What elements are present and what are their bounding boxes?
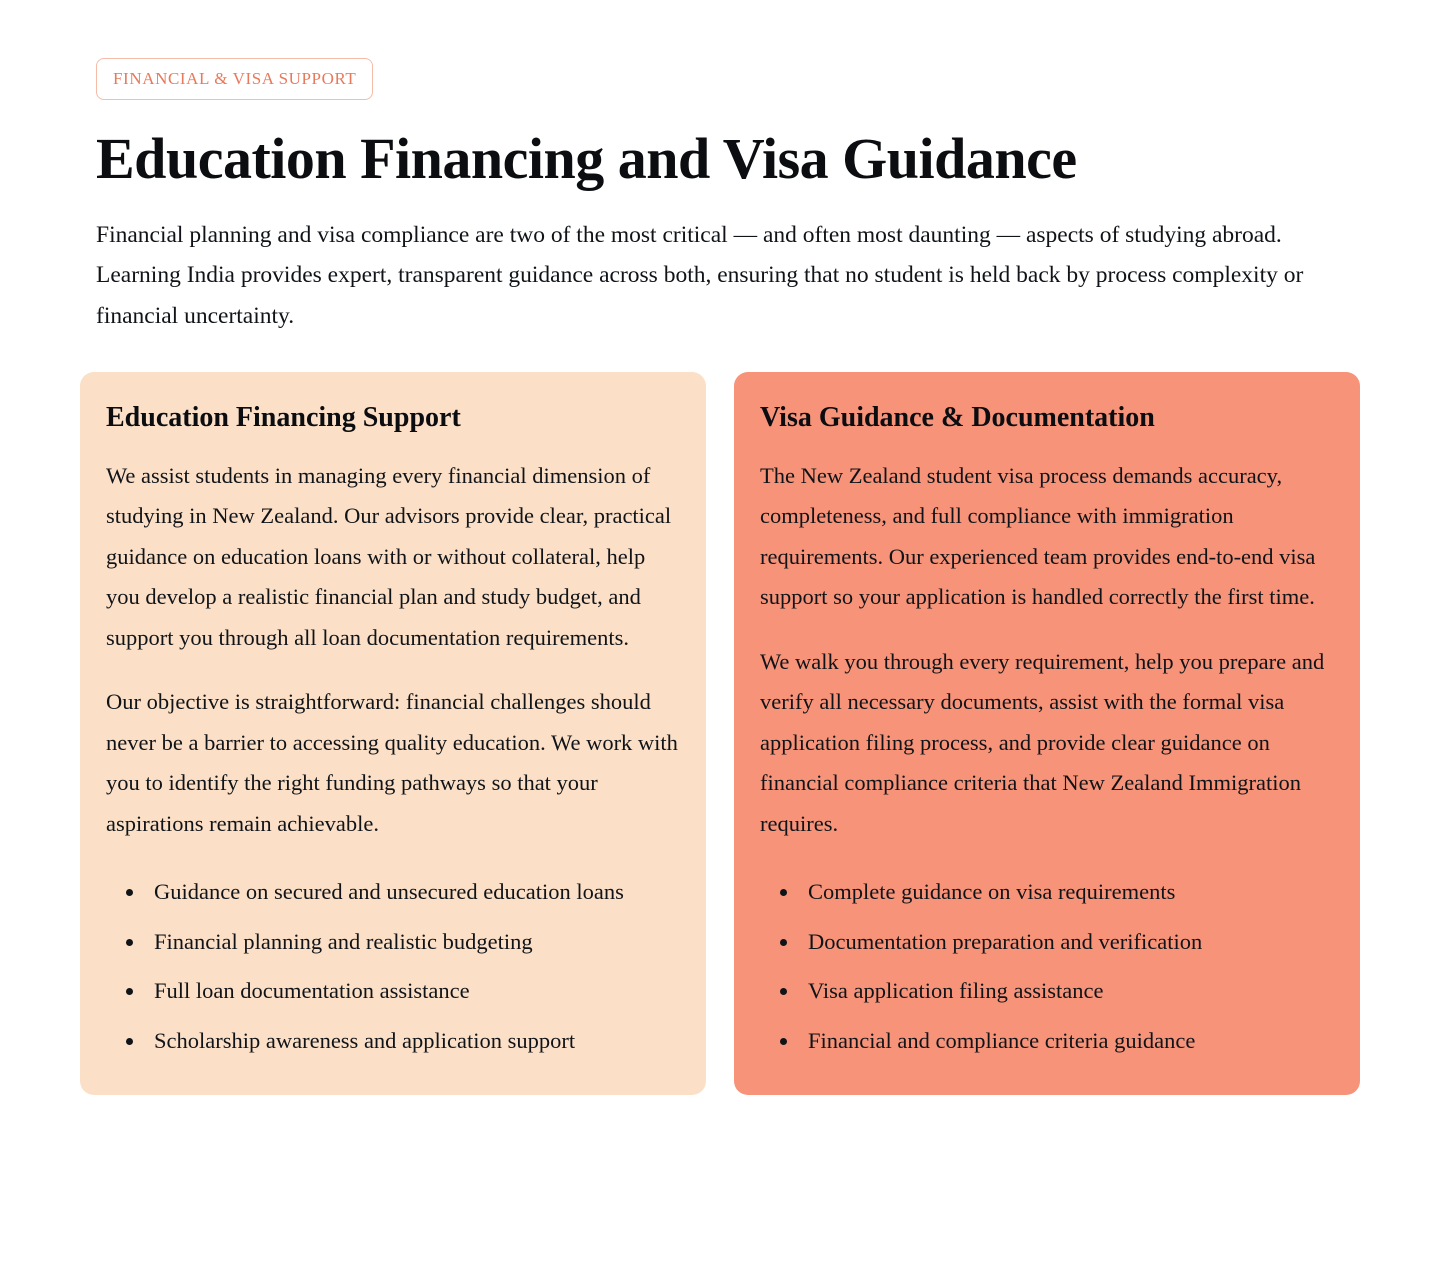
page-title: Education Financing and Visa Guidance <box>96 126 1077 191</box>
financing-card <box>80 372 706 1096</box>
visa-bullet-list <box>760 872 1334 1061</box>
list-item: • Documentation preparation and verification <box>800 922 1334 963</box>
cards-row <box>80 372 1360 1096</box>
list-item: • Full loan documentation assistance <box>146 971 680 1012</box>
list-item: • Complete guidance on visa requirements <box>800 872 1334 913</box>
financing-bullet-list <box>106 872 680 1061</box>
visa-paragraph-2: We walk you through every requirement, help you prepare and verify all necessary documents, assist with the formal visa application filing process, and provide clear guidance on financial compliance criteria that New Zealand Immigration requires. <box>760 648 1325 836</box>
visa-paragraph-1: The New Zealand student visa process demands accuracy, completeness, and full compliance with immigration requirements. Our experienced team provides end-to-end visa support so your application is handled correctly the first time. <box>760 462 1316 610</box>
list-item: • Scholarship awareness and application support <box>146 1021 680 1062</box>
visa-card <box>734 372 1360 1096</box>
header-section <box>80 58 1360 336</box>
financing-card-title: Education Financing Support <box>106 401 461 433</box>
intro-paragraph: Financial planning and visa compliance are two of the most critical — and often most daunting — aspects of studying abroad. Learning India provides expert, transparent guidance across both, ensuring that no student is held back by process complexity or financial uncertainty. <box>96 221 1304 329</box>
list-item: • Visa application filing assistance <box>800 971 1334 1012</box>
list-item: • Financial and compliance criteria guidance <box>800 1021 1334 1062</box>
list-item: • Guidance on secured and unsecured education loans <box>146 872 680 913</box>
visa-card-title: Visa Guidance & Documentation <box>760 401 1155 433</box>
financing-paragraph-1: We assist students in managing every financial dimension of studying in New Zealand. Our advisors provide clear, practical guidance on education loans with or without collateral, help you develop a realistic financial plan and study budget, and support you through all loan documentation requirements. <box>106 462 672 650</box>
list-item: • Financial planning and realistic budgeting <box>146 922 680 963</box>
financing-paragraph-2: Our objective is straightforward: financial challenges should never be a barrier to accessing quality education. We work with you to identify the right funding pathways so that your aspirations remain achievable. <box>106 689 678 836</box>
section-badge: FINANCIAL & VISA SUPPORT <box>96 58 373 100</box>
